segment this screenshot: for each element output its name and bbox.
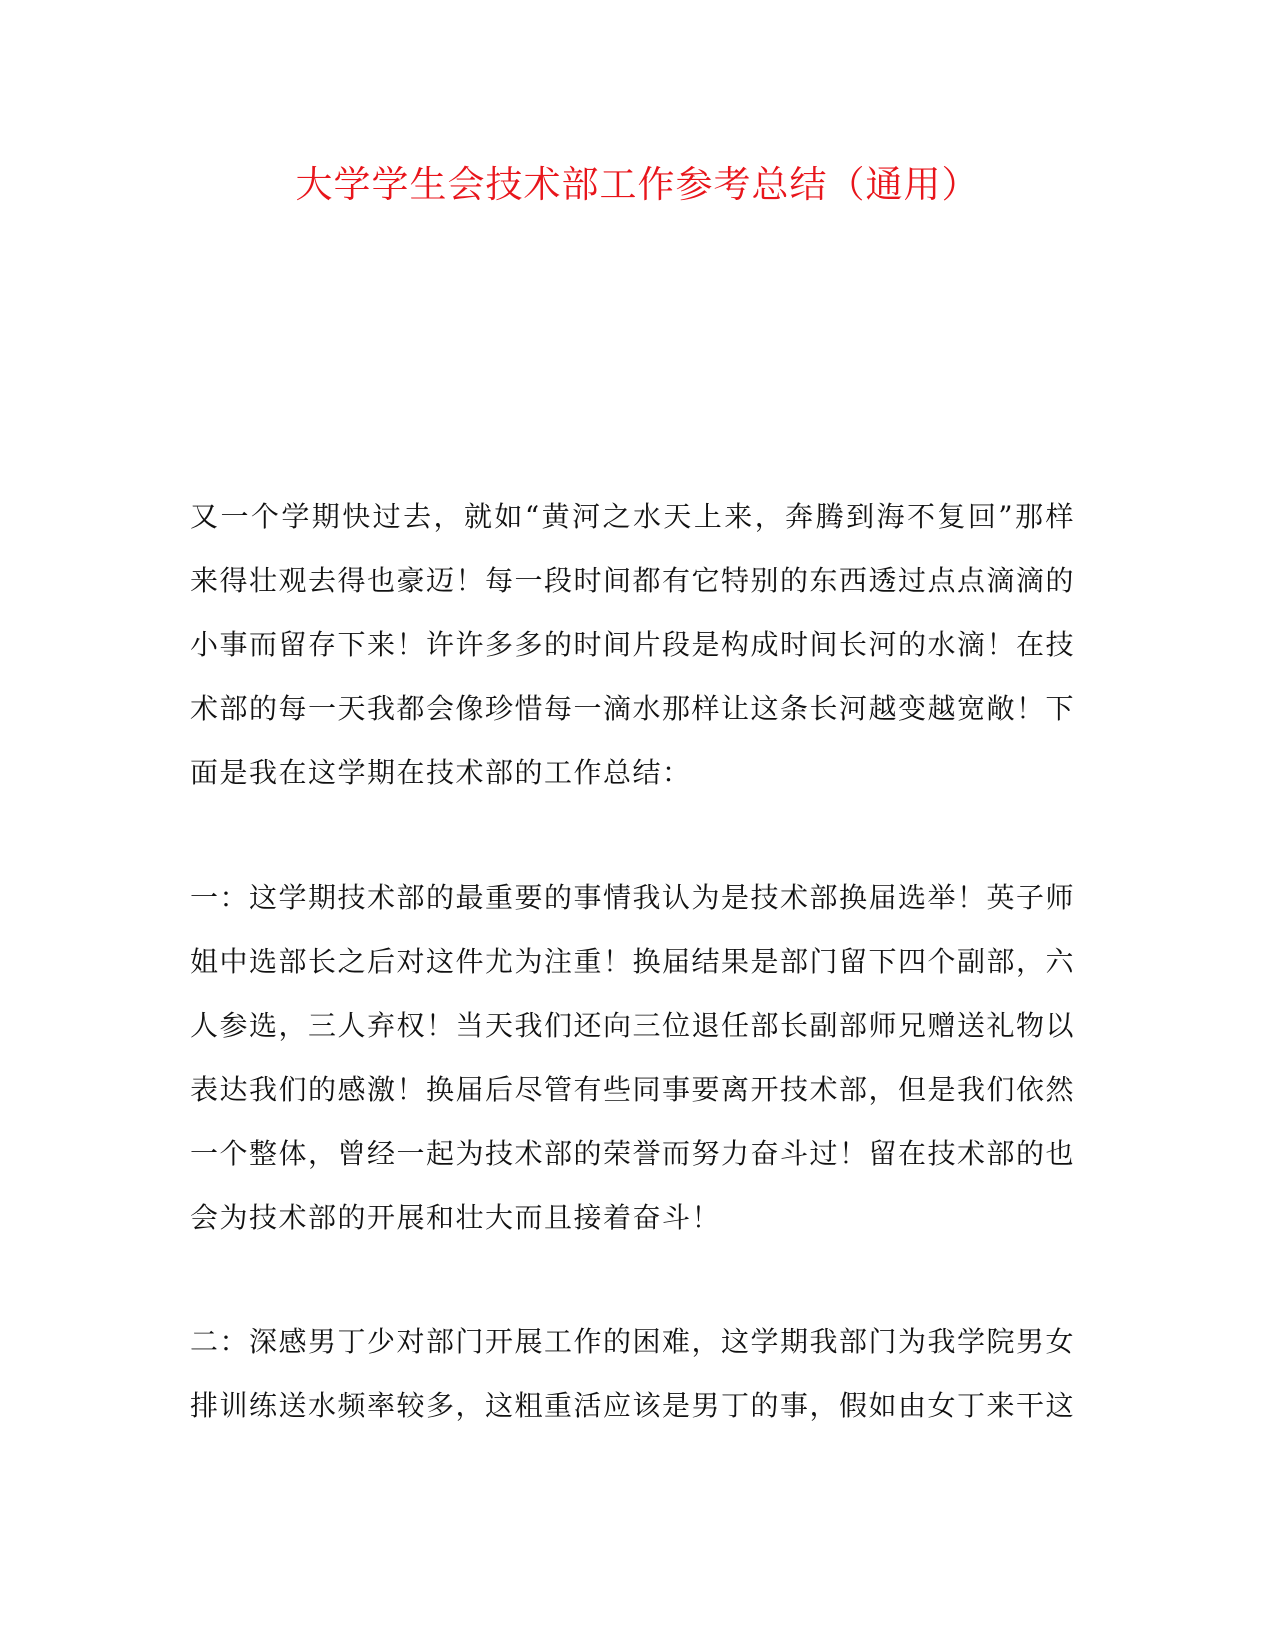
paragraph-section-one: 一：这学期技术部的最重要的事情我认为是技术部换届选举！英子师姐中选部长之后对这件尤为注重！换届结果是部门留下四个副部，六人参选，三人弃权！当天我们还向三位退任部长副部师兄赠送礼物以表达我们的感激！换届后尽管有些同事要离开技术部，但是我们依然一个整体，曾经一起为技术部的荣誉而努力奋斗过！留在技术部的也会为技术部的开展和壮大而且接着奋斗！ [190,881,1076,1234]
paragraph-intro: 又一个学期快过去，就如“黄河之水天上来，奔腾到海不复回”那样来得壮观去得也豪迈！每一段时间都有它特别的东西透过点点滴滴的小事而留存下来！许许多多的时间片段是构成时间长河的水滴！在技术部的每一天我都会像珍惜每一滴水那样让这条长河越变越宽敞！下面是我在这学期在技术部的工作总结： [190,500,1076,789]
paragraph-section-two: 二：深感男丁少对部门开展工作的困难，这学期我部门为我学院男女排训练送水频率较多，这粗重活应该是男丁的事，假如由女丁来干这 [190,1325,1076,1422]
document-title: 大学学生会技术部工作参考总结（通用） [295,163,980,206]
